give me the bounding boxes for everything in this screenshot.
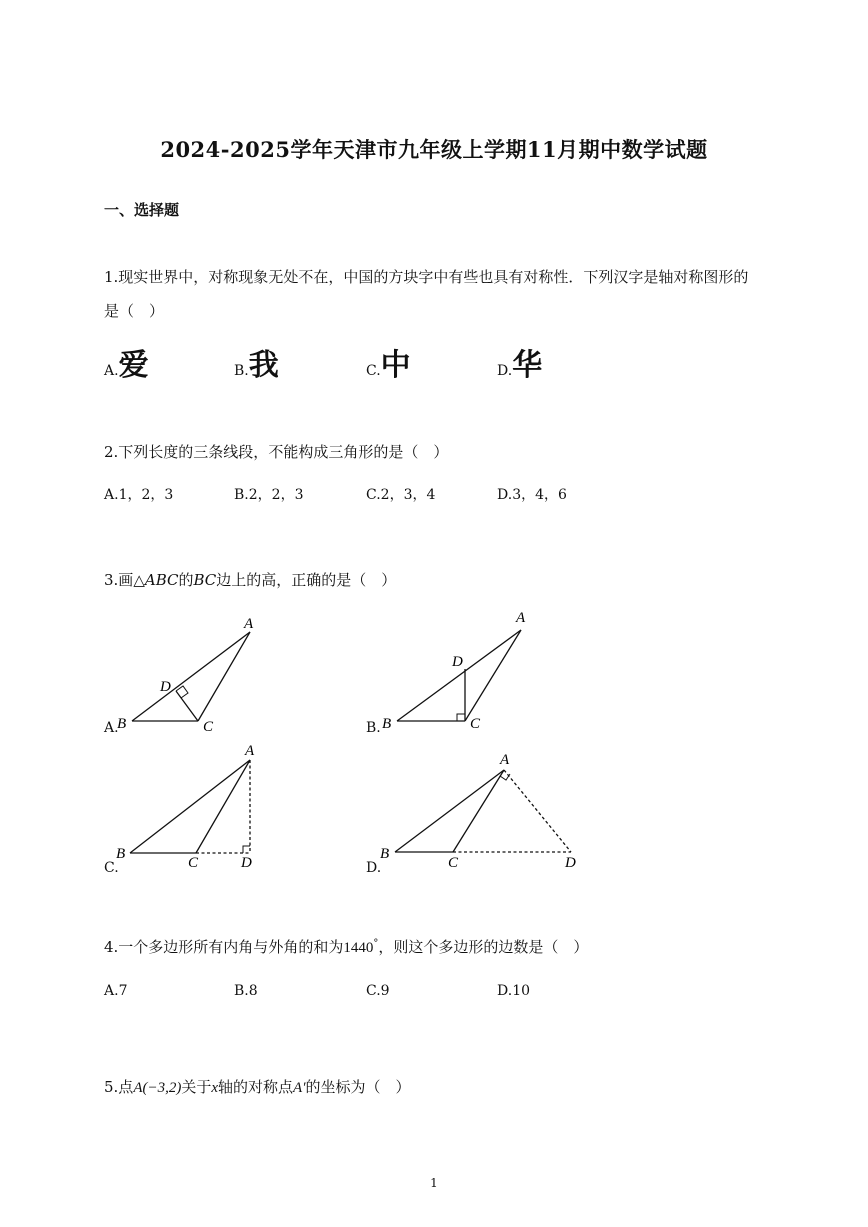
option-glyph: 中 (380, 348, 411, 383)
q1-option-c[interactable] (366, 340, 411, 384)
option-label: D. (497, 363, 513, 379)
q3-prefix: 3.画 (104, 571, 134, 589)
option-text: 7 (118, 983, 128, 999)
point-label-a: A (244, 616, 254, 632)
option-label: C. (366, 363, 381, 379)
q4-prefix: 4.一个多边形所有内角与外角的和为 (104, 938, 344, 956)
q5-mid: 关于 (181, 1078, 212, 1096)
q2-stem: 2.下列长度的三条线段，不能构成三角形的是（ ） (104, 443, 449, 461)
point-label-a: A (500, 752, 510, 768)
q3-option-a-label[interactable]: A. (104, 720, 119, 736)
q5-stem (104, 1076, 411, 1097)
option-label: C. (366, 983, 381, 999)
option-text: 3，4，6 (512, 487, 567, 503)
point-label-b: B (117, 716, 127, 732)
point-label-b: B (380, 846, 390, 862)
q1-option-b[interactable] (234, 340, 279, 384)
option-label: B. (234, 983, 249, 999)
point-label-d: D (241, 855, 252, 871)
q1-option-a[interactable] (104, 340, 149, 384)
point-a-prime: A′ (293, 1080, 306, 1096)
q1-stem-line1: 1.现实世界中，对称现象无处不在，中国的方块字中有些也具有对称性．下列汉字是轴对称图形的 (104, 268, 749, 286)
section-heading: 一、选择题 (104, 201, 180, 219)
option-label: C. (366, 487, 381, 503)
option-label: A. (104, 487, 119, 503)
q2-option-c[interactable] (366, 484, 435, 504)
q1-option-d[interactable] (497, 340, 542, 384)
point-label-a: A (516, 610, 526, 626)
point-label-d: D (160, 679, 171, 695)
q3-figure-d[interactable] (375, 745, 590, 875)
q3-figure-a[interactable] (110, 610, 270, 735)
page-number: 1 (430, 1176, 438, 1190)
q4-option-a[interactable] (104, 983, 127, 999)
option-text: 2，2，3 (248, 487, 304, 503)
option-label: D. (497, 983, 513, 999)
q3-suffix: 边上的高，正确的是（ ） (216, 571, 397, 589)
angle-sum-value: 1440 (343, 940, 374, 956)
point-label-c: C (188, 855, 199, 871)
q4-option-c[interactable] (366, 983, 390, 999)
q2-option-a[interactable] (104, 484, 173, 504)
q3-stem (104, 569, 396, 590)
q4-stem (104, 936, 588, 957)
option-text: 2，3，4 (380, 487, 436, 503)
triangle-symbol: △ (133, 571, 145, 589)
q4-option-b[interactable] (234, 983, 258, 999)
q5-mid2: 轴的对称点 (218, 1078, 294, 1096)
point-label-b: B (116, 846, 126, 862)
point-label-c: C (470, 716, 481, 732)
option-glyph: 华 (512, 348, 543, 383)
option-text: 10 (512, 983, 531, 999)
option-text: 9 (380, 983, 390, 999)
point-a-coords: A(−3,2) (133, 1080, 182, 1096)
x-axis-symbol: x (211, 1080, 219, 1096)
q3-mid: 的 (178, 571, 194, 589)
option-label: B. (234, 363, 249, 379)
q3-option-c-label[interactable]: C. (104, 860, 119, 876)
triangle-name: ABC (144, 571, 179, 589)
option-text: 1，2，3 (118, 487, 174, 503)
q2-option-b[interactable] (234, 484, 303, 504)
q5-prefix: 5.点 (104, 1078, 134, 1096)
point-label-c: C (448, 855, 459, 871)
q4-suffix: ，则这个多边形的边数是（ ） (378, 938, 589, 956)
option-glyph: 我 (248, 348, 279, 383)
q3-option-b-label[interactable]: B. (366, 720, 381, 736)
point-label-d: D (565, 855, 576, 871)
option-text: 8 (248, 983, 258, 999)
q4-option-d[interactable] (497, 983, 530, 999)
q5-suffix: 的坐标为（ ） (305, 1078, 411, 1096)
point-label-a: A (245, 743, 255, 759)
segment-bc: BC (193, 571, 217, 589)
option-label: B. (234, 487, 249, 503)
page-title: 2024-2025学年天津市九年级上学期11月期中数学试题 (160, 137, 708, 162)
q3-option-d-label[interactable]: D. (366, 860, 382, 876)
option-label: D. (497, 487, 513, 503)
option-label: A. (104, 983, 119, 999)
q3-figure-c[interactable] (110, 740, 280, 875)
q2-option-d[interactable] (497, 484, 567, 504)
option-label: A. (104, 363, 119, 379)
q3-figure-b[interactable] (375, 600, 545, 735)
degree-symbol: ° (373, 938, 379, 949)
point-label-c: C (203, 719, 214, 735)
option-glyph: 爱 (118, 348, 149, 383)
point-label-d: D (452, 654, 463, 670)
point-label-b: B (382, 716, 392, 732)
q1-stem-line2: 是（ ） (104, 302, 165, 320)
